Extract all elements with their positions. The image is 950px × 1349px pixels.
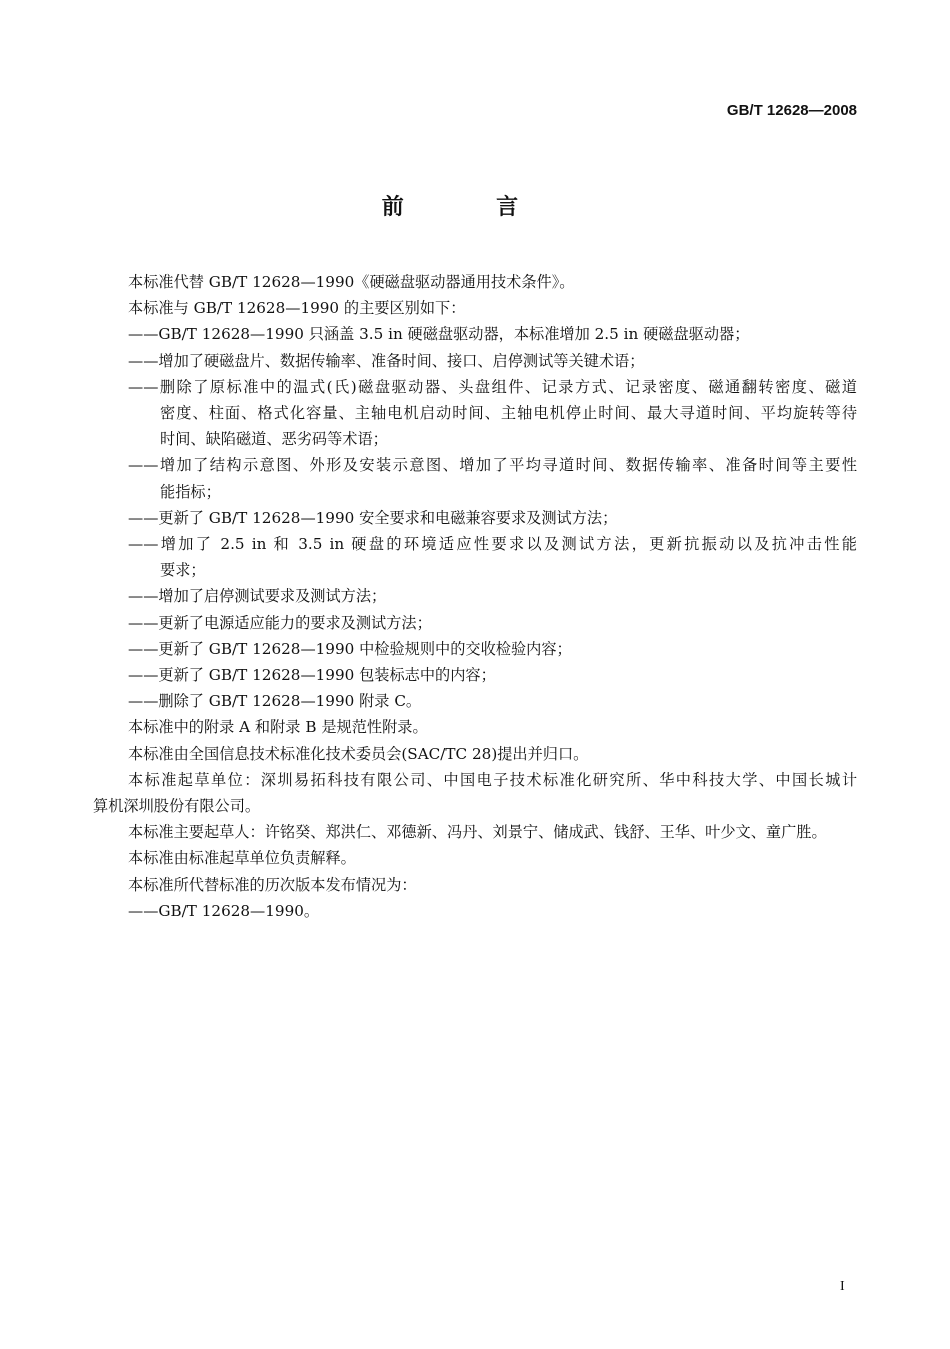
- page-title: 前 言: [381, 195, 554, 220]
- paragraph-line: 算机深圳股份有限公司。: [93, 797, 261, 815]
- list-item-line: 能指标；: [160, 482, 221, 501]
- paragraph-line: 本标准代替 GB/T 12628—1990《硬磁盘驱动器通用技术条件》。: [128, 273, 575, 291]
- paragraph-line: 本标准中的附录 A 和附录 B 是规范性附录。: [128, 718, 428, 737]
- list-item-line: ——删除了原标准中的温式(氏)磁盘驱动器、头盘组件、记录方式、记录密度、磁通翻转密度、磁道: [128, 377, 857, 396]
- list-item-line: ——GB/T 12628—1990 只涵盖 3.5 in 硬磁盘驱动器，本标准增加 2.5 in 硬磁盘驱动器；: [128, 325, 750, 344]
- list-item-line: ——增加了结构示意图、外形及安装示意图、增加了平均寻道时间、数据传输率、准备时间等主要性: [128, 456, 857, 475]
- list-item-line: ——更新了 GB/T 12628—1990 包装标志中的内容；: [128, 666, 496, 684]
- list-item-line: ——更新了电源适应能力的要求及测试方法；: [128, 613, 432, 632]
- standard-code-header: GB/T 12628—2008: [726, 102, 857, 119]
- list-item-line: ——增加了硬磁盘片、数据传输率、准备时间、接口、启停测试等关键术语；: [128, 351, 645, 370]
- list-item-line: ——增加了 2.5 in 和 3.5 in 硬盘的环境适应性要求以及测试方法，更新抗振动以及抗冲击性能: [128, 535, 857, 553]
- paragraph-line: 本标准所代替标准的历次版本发布情况为：: [128, 875, 417, 894]
- page-number: I: [840, 1279, 845, 1294]
- list-item-line: 密度、柱面、格式化容量、主轴电机启动时间、主轴电机停止时间、最大寻道时间、平均旋转等待: [160, 404, 857, 422]
- list-item-line: ——更新了 GB/T 12628—1990 中检验规则中的交收检验内容；: [128, 639, 572, 658]
- list-item-line: ——更新了 GB/T 12628—1990 安全要求和电磁兼容要求及测试方法；: [128, 508, 618, 527]
- paragraph-line: 本标准与 GB/T 12628—1990 的主要区别如下：: [128, 299, 466, 318]
- paragraph-line: 本标准起草单位：深圳易拓科技有限公司、中国电子技术标准化研究所、华中科技大学、中国长城计: [128, 770, 857, 789]
- list-item-line: 时间、缺陷磁道、恶劣码等术语；: [160, 430, 388, 449]
- list-item-line: ——增加了启停测试要求及测试方法；: [128, 587, 387, 606]
- paragraph-line: ——GB/T 12628—1990。: [128, 901, 320, 920]
- paragraph-line: 本标准主要起草人：许铭癸、郑洪仁、邓德新、冯丹、刘景宁、储成武、钱舒、王华、叶少文、童广胜。: [128, 823, 827, 842]
- list-item-line: 要求；: [160, 561, 206, 580]
- paragraph-line: 本标准由全国信息技术标准化技术委员会(SAC/TC 28)提出并归口。: [128, 744, 589, 763]
- list-item-line: ——删除了 GB/T 12628—1990 附录 C。: [128, 692, 422, 711]
- paragraph-line: 本标准由标准起草单位负责解释。: [128, 849, 356, 868]
